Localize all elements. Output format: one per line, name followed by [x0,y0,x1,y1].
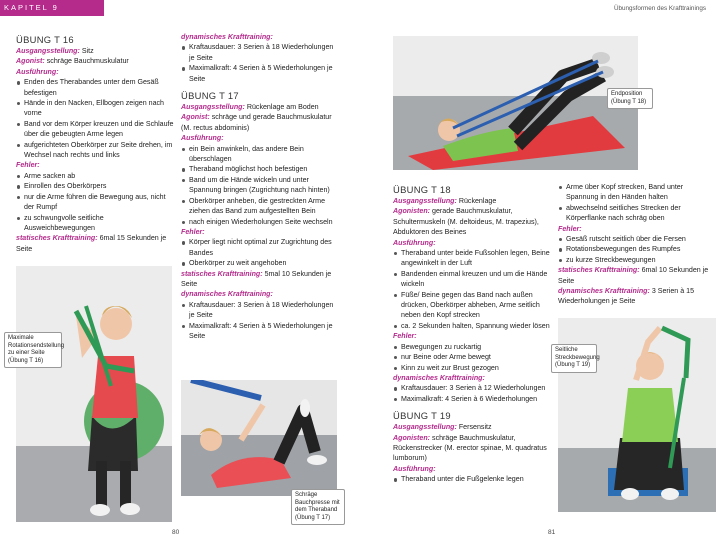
exercise-title-t18: ÜBUNG T 18 [393,184,451,195]
list-item: nach einigen Wiederholungen Seite wechseln [181,217,339,227]
list-item: Kraftausdauer: 3 Serien à 18 Wiederholungen je Seite [181,42,339,63]
list-item: abwechselnd seitliches Strecken der Körperflanke nach schräg oben [558,203,714,224]
list-item: ein Bein anwinkeln, das andere Bein überschlagen [181,144,339,165]
chapter-tab: KAPITEL 9 [0,0,104,16]
column-t19: Arme über Kopf strecken, Band unter Spannung in den Händen halten abwechselnd seitliches Strecken der Körperflanke nach schräg oben Fehler: Gesäß rutscht seitlich über die Fersen Rotationsbewegungen des Rumpfes zu kurze Streckbewegungen statisches Krafttraining: 6mal 10 Sekunden je Seite dynamisches Krafttraining: 3 Serien à 15 Wiederholungen je Seite [558,182,714,307]
list-item: Gesäß rutscht seitlich über die Fersen [558,234,714,244]
list-item: ca. 2 Sekunden halten, Spannung wieder lösen [393,321,551,331]
column-t16: ÜBUNG T 16 Ausgangsstellung: Sitz Agonist: schräge Bauchmuskulatur Ausführung: Enden des Therabandes unter dem Gesäß befestigen Hände in den Nacken, Ellbogen zeigen nach vorne Band vor dem Körper kreuzen und die Schlaufe über die gebeugten Arme legen aufgerichteten Oberkörper zur Seite drehen, im Wechsel nach rechts und links Fehler: Arme sacken ab Einrollen des Oberkörpers nur die Arme führen die Bewegung aus, nicht der Rumpf zu schwungvolle seitliche Ausweichbewegungen statisches Krafttraining: 6mal 15 Sekunden je Seite [16,34,174,253]
list-item: Theraband unter die Fußgelenke legen [393,474,551,484]
list-item: nur die Arme führen die Bewegung aus, nicht der Rumpf [16,192,174,213]
column-t18: ÜBUNG T 18 Ausgangsstellung: Rückenlage Agonisten: gerade Bauchmuskulatur, Schultermuskeln (M. deltoideus, M. trapezius), Abduktoren des Beines Ausführung: Theraband unter beide Fußsohlen legen, Beine angewinkelt in der Luft Bandenden einmal kreuzen und um die Hände wickeln Füße/ Beine gegen das Band nach außen drücken, Oberkörper abheben, Arme seitlich neben den Kopf strecken ca. 2 Sekunden halten, Spannung wieder lösen Fehler: Bewegungen zu ruckartig nur Beine oder Arme bewegt Kinn zu weit zur Brust gezogen dynamisches Krafttraining: Kraftausdauer: 3 Serien à 12 Wiederholungen Maximalkraft: 4 Serien à 6 Wiederholungen ÜBUNG T 19 Ausgangsstellung: Fersensitz Agonisten: schräge Bauchmuskulatur, Rückenstrecker (M. erector spinae, M. quadratus lumborum) Ausführung: Theraband unter die Fußgelenke legen [393,184,550,484]
photo-t17 [181,380,337,496]
list-item: Rotationsbewegungen des Rumpfes [558,244,714,254]
exercise-title-t16: ÜBUNG T 16 [16,34,74,45]
list-item: Kraftausdauer: 3 Serien à 12 Wiederholungen [393,383,551,393]
list-item: zu schwungvolle seitliche Ausweichbewegungen [16,213,174,234]
list-item: Arme über Kopf strecken, Band unter Spannung in den Händen halten [558,182,714,203]
caption-t18: Endposition (Übung T 18) [607,88,653,109]
list-item: Einrollen des Oberkörpers [16,181,174,191]
photo-t16 [16,266,172,522]
column-t17: dynamisches Krafttraining: Kraftausdauer: 3 Serien à 18 Wiederholungen je Seite Maximalkraft: 4 Serien à 5 Wiederholungen je Seite ÜBUNG T 17 Ausgangsstellung: Rückenlage am Boden Agonist: schräge und gerade Bauchmuskulatur (M. rectus abdominis) Ausführung: ein Bein anwinkeln, das andere Bein überschlagen Theraband möglichst hoch befestigen Band um die Hände wickeln und unter Spannung bringen (Zugrichtung nach hinten) Oberkörper anheben, die gestreckten Arme ziehen das Band zum aufgestellten Bein nach einigen Wiederholungen Seite wechseln Fehler: Körper liegt nicht optimal zur Zugrichtung des Bandes Oberkörper zu weit angehoben statisches Krafttraining: 5mal 10 Sekunden je Seite dynamisches Krafttraining: Kraftausdauer: 3 Serien à 18 Wiederholungen je Seite Maximalkraft: 4 Serien à 5 Wiederholungen je Seite [181,32,339,341]
list-item: Kinn zu weit zur Brust gezogen [393,363,551,373]
list-item: Arme sacken ab [16,171,174,181]
list-item: Theraband möglichst hoch befestigen [181,164,339,174]
list-item: Körper liegt nicht optimal zur Zugrichtung des Bandes [181,237,339,258]
list-item: Band um die Hände wickeln und unter Spannung bringen (Zugrichtung nach hinten) [181,175,339,196]
running-head: Übungsformen des Krafttrainings [613,5,706,12]
list-item: Kraftausdauer: 3 Serien à 18 Wiederholungen je Seite [181,300,339,321]
exercise-title-t17: ÜBUNG T 17 [181,90,239,102]
list-item: Oberkörper anheben, die gestreckten Arme ziehen das Band zum aufgestellten Bein [181,196,339,217]
list-item: Band vor dem Körper kreuzen und die Schlaufe über die gebeugten Arme legen [16,119,174,140]
caption-t17: Schräge Bauchpresse mit dem Theraband (Übung T 17) [291,489,345,525]
list-item: zu kurze Streckbewegungen [558,255,714,265]
list-item: Maximalkraft: 4 Serien à 5 Wiederholungen je Seite [181,63,339,84]
list-item: Oberkörper zu weit angehoben [181,258,339,268]
list-item: Theraband unter beide Fußsohlen legen, Beine angewinkelt in der Luft [393,248,551,269]
list-item: nur Beine oder Arme bewegt [393,352,551,362]
list-item: Füße/ Beine gegen das Band nach außen drücken, Oberkörper abheben, Arme seitlich neben den Kopf strecken [393,290,551,321]
caption-t19: Seitliche Streckbewegung (Übung T 19) [551,344,597,373]
caption-t16: Maximale Rotationsendstellung zu einer Seite (Übung T 16) [4,332,62,368]
list-item: Bandenden einmal kreuzen und um die Hände wickeln [393,269,551,290]
page-number-left: 80 [172,529,180,536]
exercise-title-t19: ÜBUNG T 19 [393,410,451,422]
list-item: aufgerichteten Oberkörper zur Seite drehen, im Wechsel nach rechts und links [16,140,174,161]
page-number-right: 81 [548,529,556,536]
photo-t18 [393,36,638,170]
list-item: Enden des Therabandes unter dem Gesäß befestigen [16,77,174,98]
list-item: Bewegungen zu ruckartig [393,342,551,352]
list-item: Maximalkraft: 4 Serien à 5 Wiederholungen je Seite [181,321,339,342]
list-item: Hände in den Nacken, Ellbogen zeigen nach vorne [16,98,174,119]
list-item: Maximalkraft: 4 Serien à 6 Wiederholungen [393,394,551,404]
